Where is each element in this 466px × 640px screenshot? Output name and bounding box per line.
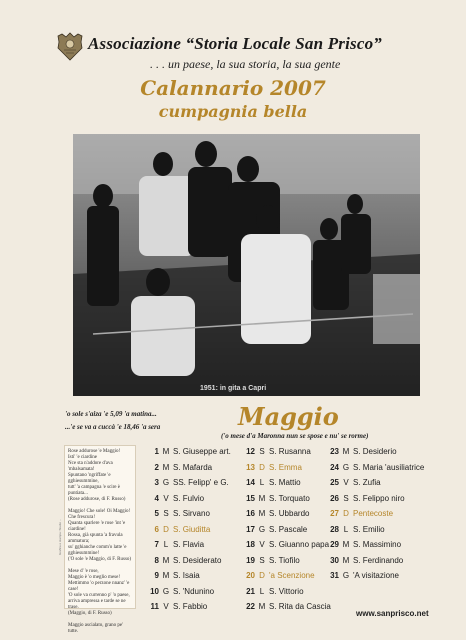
weekday-letter: M: [342, 447, 350, 456]
saint-name: S. Emilio: [353, 524, 385, 534]
day-row: [147, 509, 252, 525]
saint-name: S. 'Ndunino: [173, 586, 215, 596]
print-credit: Grafica e stampa: Studio ...: [58, 518, 62, 555]
saint-name: S. Fabbio: [173, 602, 208, 611]
day-row: [327, 525, 432, 541]
saint-name: SS. Felipp' e G.: [173, 478, 229, 487]
saint-name: S. Massimino: [353, 540, 402, 549]
weekday-letter: V: [163, 602, 169, 611]
day-number: 13: [246, 462, 255, 472]
day-row: [327, 540, 432, 556]
saint-name: S. Mafarda: [173, 462, 213, 472]
weekday-letter: D: [343, 509, 349, 518]
association-logo: [56, 32, 84, 62]
day-row: [327, 447, 432, 463]
saint-name: S. Ubbardo: [269, 509, 310, 518]
day-row: [327, 478, 432, 494]
saint-name: S. Zufia: [353, 478, 381, 487]
day-number: 27: [330, 509, 339, 518]
weekday-letter: V: [259, 540, 265, 549]
weekday-letter: M: [162, 447, 170, 456]
poem-box: [64, 445, 136, 634]
saint-name: S. Rita da Cascia: [269, 602, 331, 611]
weekday-letter: G: [342, 571, 350, 580]
day-number: 1: [154, 447, 159, 456]
day-number: 28: [330, 524, 339, 534]
day-row: [147, 478, 252, 494]
saint-name: S. Mattio: [269, 478, 301, 487]
day-number: 23: [330, 447, 339, 456]
weekday-letter: V: [163, 493, 169, 503]
weekday-letter: M: [162, 462, 170, 472]
weekday-letter: D: [259, 462, 265, 472]
saint-name: S. Flavia: [173, 540, 205, 549]
weekday-letter: V: [343, 478, 349, 487]
day-row: [147, 463, 252, 479]
days-column-3: [327, 447, 432, 587]
day-number: 18: [246, 540, 255, 549]
weekday-letter: M: [258, 493, 266, 503]
day-number: 25: [330, 478, 339, 487]
saint-name: S. Vittorio: [269, 586, 304, 596]
sunrise-text: 'o sole s'aiza 'e 5,09 'a matina...: [65, 410, 157, 418]
saint-name: S. Desiderato: [173, 555, 222, 565]
saint-name: S. Giuditta: [173, 524, 211, 534]
weekday-letter: M: [342, 555, 350, 565]
weekday-letter: M: [162, 555, 170, 565]
weekday-letter: S: [343, 493, 349, 503]
day-row: [243, 602, 348, 618]
saint-name: S. Ferdinando: [353, 555, 404, 565]
month-name: Maggio: [238, 402, 339, 431]
day-number: 5: [154, 509, 159, 518]
weekday-letter: L: [343, 524, 349, 534]
weekday-letter: D: [259, 571, 265, 580]
weekday-letter: G: [162, 478, 170, 487]
weekday-letter: S: [259, 447, 265, 456]
weekday-letter: G: [258, 524, 266, 534]
saint-name: S. Giuanno papa: [269, 540, 330, 549]
day-number: 8: [154, 555, 159, 565]
association-title: Associazione “Storia Locale San Prisco”: [88, 34, 382, 53]
day-number: 19: [246, 555, 255, 565]
day-row: [327, 509, 432, 525]
poem-text: Rose addurose 'e Maggio! Isti' 'e ciardine Nce sta n'addore d'ava 'mbalsamata! Spuntano 'ngriffate 'e gghiesummine, tutt' 'a campagna 'e scire è puntiata... (Rose addurose, di F. Russo) Maggio! Che sole! Oi Maggio! Che frescura! Quanta sparlere 'e rose 'int 'e ciardine! Rossa, già spunta 'a fravula ammatura; su' gghianche comm'o latte 'e gghiesummine! ('O sole 'e Maggio, di F. Russo) Mese d' 'e rose, Maggio è 'o meglio mese! Mettimmo 'o perzone nnanz' 'e case! 'O sole va currenno p' 'o paese, arriva ampressa e tarde se ne trase. (Maggio, di F. Russo) Maggio ascialato, grano pe' tutte.: [68, 449, 132, 634]
saint-name: 'a Scenzione: [269, 571, 315, 580]
day-row: [147, 602, 252, 618]
weekday-letter: M: [342, 540, 350, 549]
calendar-title: Calannario 2007: [140, 76, 326, 100]
saint-name: S. Rusanna: [269, 447, 311, 456]
photo-caption: 1951: in gita a Capri: [200, 385, 267, 392]
day-row: [147, 556, 252, 572]
saint-name: S. Felippo niro: [353, 493, 405, 503]
days-column-1: [147, 447, 252, 618]
day-row: [147, 494, 252, 510]
saint-name: 'A visitazione: [353, 571, 399, 580]
saint-name: S. Maria 'ausiliatrice: [353, 462, 425, 472]
day-number: 29: [330, 540, 339, 549]
day-number: 26: [330, 493, 339, 503]
sunset-text: ...'e se va a cuccà 'e 18,46 'a sera: [65, 423, 161, 431]
day-row: [147, 571, 252, 587]
day-row: [327, 556, 432, 572]
historic-photo: [73, 134, 420, 396]
day-number: 14: [246, 478, 255, 487]
day-row: [147, 525, 252, 541]
weekday-letter: G: [162, 586, 170, 596]
day-number: 21: [246, 586, 255, 596]
day-number: 4: [154, 493, 159, 503]
day-number: 16: [246, 509, 255, 518]
day-number: 11: [150, 602, 159, 611]
weekday-letter: L: [163, 540, 169, 549]
day-number: 22: [246, 602, 255, 611]
weekday-letter: L: [259, 586, 265, 596]
day-row: [327, 494, 432, 510]
day-number: 31: [330, 571, 339, 580]
saint-name: S. Pascale: [269, 524, 308, 534]
saint-name: S. Emma: [269, 462, 302, 472]
day-row: [243, 587, 348, 603]
calendar-subtitle: cumpagnia bella: [158, 102, 308, 121]
saint-name: S. Giuseppe art.: [173, 447, 231, 456]
day-number: 3: [154, 478, 159, 487]
saint-name: S. Torquato: [269, 493, 310, 503]
weekday-letter: L: [259, 478, 265, 487]
day-number: 10: [150, 586, 159, 596]
day-number: 2: [154, 462, 159, 472]
day-number: 20: [246, 571, 255, 580]
saint-name: S. Isaia: [173, 571, 200, 580]
day-number: 17: [246, 524, 255, 534]
saint-name: Pentecoste: [353, 509, 394, 518]
day-number: 6: [154, 524, 159, 534]
day-number: 15: [246, 493, 255, 503]
association-subtitle: . . . un paese, la sua storia, la sua gente: [150, 57, 341, 71]
weekday-letter: M: [258, 602, 266, 611]
day-number: 30: [330, 555, 339, 565]
days-grid: [147, 447, 457, 619]
saint-name: S. Fulvio: [173, 493, 205, 503]
weekday-letter: M: [258, 509, 266, 518]
weekday-letter: D: [163, 524, 169, 534]
day-number: 7: [154, 540, 159, 549]
day-number: 9: [154, 571, 159, 580]
saint-name: S. Desiderio: [353, 447, 397, 456]
weekday-letter: G: [342, 462, 350, 472]
saint-name: S. Tiofilo: [269, 555, 300, 565]
weekday-letter: S: [259, 555, 265, 565]
website-link[interactable]: www.sanprisco.net: [356, 609, 429, 618]
day-row: [147, 447, 252, 463]
day-number: 12: [246, 447, 255, 456]
saint-name: S. Sirvano: [173, 509, 210, 518]
day-row: [327, 571, 432, 587]
day-row: [147, 540, 252, 556]
month-proverb: ('o mese d'a Maronna nun se spose e nu' se rorme): [221, 432, 369, 440]
weekday-letter: S: [163, 509, 169, 518]
day-row: [147, 587, 252, 603]
weekday-letter: M: [162, 571, 170, 580]
day-number: 24: [330, 462, 339, 472]
day-row: [327, 463, 432, 479]
